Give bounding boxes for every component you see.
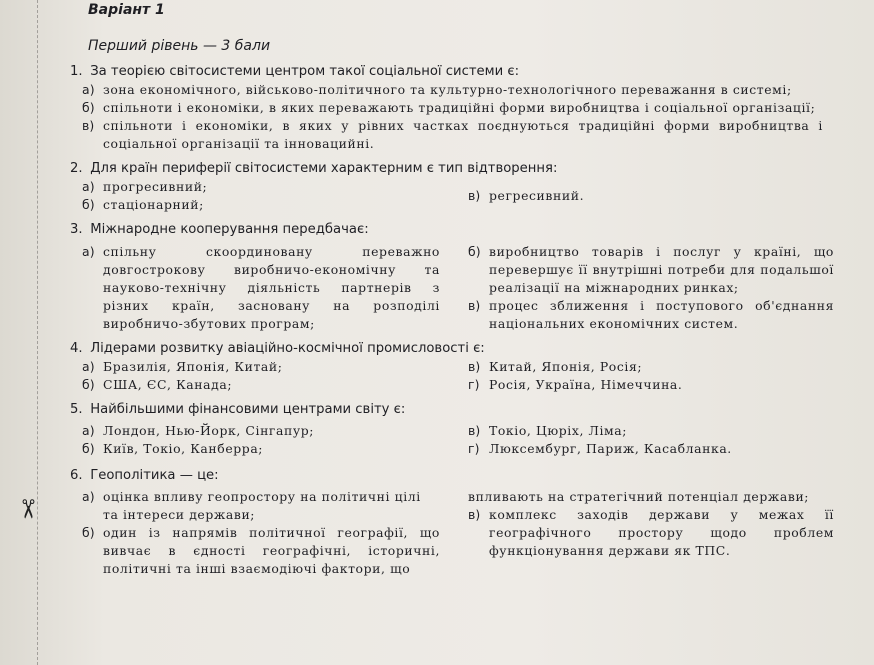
option-text: Бразилія, Японія, Китай; — [103, 359, 283, 374]
option-text: стаціонарний; — [103, 197, 204, 212]
option-text: Токіо, Цюріх, Ліма; — [489, 423, 628, 438]
options-right-column — [456, 488, 834, 578]
answer-option — [456, 440, 834, 458]
answer-option — [64, 81, 834, 99]
variant-heading: Варіант 1 — [88, 2, 165, 18]
option-letter: б) — [468, 244, 481, 259]
option-letter: б) — [82, 100, 95, 115]
scissors-icon: ✂ — [11, 498, 42, 520]
question-text: Міжнародне кооперування передбачає: — [90, 222, 369, 237]
option-text: Лондон, Нью-Йорк, Сінгапур; — [103, 423, 315, 438]
option-text: процес зближення і поступового об'єднання національних економічних систем. — [489, 298, 834, 331]
option-text: Київ, Токіо, Канберра; — [103, 441, 264, 456]
answer-option — [64, 196, 456, 214]
options-left-column — [64, 358, 456, 394]
options-right-column — [456, 243, 834, 333]
option-letter: в) — [468, 507, 481, 522]
option-letter: а) — [82, 359, 95, 374]
options-left-column — [64, 243, 456, 333]
option-text: Люксембург, Париж, Касабланка. — [489, 441, 732, 456]
question-text: Геополітика — це: — [90, 468, 219, 483]
answer-option — [456, 297, 834, 333]
option-letter: в) — [468, 188, 481, 203]
question-number: 6. — [70, 468, 83, 483]
question-title — [64, 466, 834, 485]
option-letter: б) — [82, 525, 95, 540]
option-letter: г) — [468, 441, 480, 456]
question-title — [64, 400, 834, 419]
question-title — [64, 159, 834, 178]
option-letter: а) — [82, 489, 95, 504]
option-letter: б) — [82, 377, 95, 392]
question-text: Для країн периферії світосистеми характерним є тип відтворення: — [90, 161, 558, 176]
option-text: Росія, Україна, Німеччина. — [489, 377, 683, 392]
question-number: 4. — [70, 341, 83, 356]
question-5 — [64, 400, 834, 458]
question-1 — [64, 62, 834, 153]
answer-option — [456, 358, 834, 376]
option-letter: б) — [82, 197, 95, 212]
option-text: комплекс заходів держави у межах її географічного простору щодо проблем функціонування держави як ТПС. — [489, 507, 834, 558]
question-number: 5. — [70, 402, 83, 417]
answer-option — [456, 376, 834, 394]
option-text: спільноти і економіки, в яких переважають традиційні форми виробництва і соціальної організації; — [103, 100, 816, 115]
option-text: Китай, Японія, Росія; — [489, 359, 643, 374]
options-right-column — [456, 422, 834, 458]
question-title — [64, 62, 834, 81]
cut-line — [37, 0, 38, 665]
option-text: впливають на стратегічний потенціал держави; — [468, 489, 810, 504]
answer-option-continuation — [456, 488, 834, 506]
answer-option — [64, 524, 456, 578]
option-letter: в) — [82, 118, 95, 133]
options-grid — [64, 243, 834, 333]
answer-option — [64, 422, 456, 440]
answer-option — [64, 440, 456, 458]
answer-option — [456, 506, 834, 560]
option-text: регресивний. — [489, 188, 585, 203]
option-text: один із напрямів політичної географії, що вивчає в єдності географічні, історичні, політичні та інші взаємодіючі фактори, що — [103, 525, 440, 576]
questions-list — [64, 62, 834, 582]
option-text: США, ЄС, Канада; — [103, 377, 233, 392]
option-text: зона економічного, військово-політичного та культурно-технологічного переважання в системі; — [103, 82, 792, 97]
answer-option — [64, 117, 834, 153]
question-4 — [64, 339, 834, 394]
options-left-column — [64, 422, 456, 458]
options-grid — [64, 422, 834, 458]
answer-option — [64, 358, 456, 376]
option-text: спільноти і економіки, в яких у рівних частках поєднуються традиційні форми виробництва і соціальної організації та інновацийні. — [103, 118, 823, 151]
question-number: 2. — [70, 161, 83, 176]
options-right-column — [456, 358, 834, 394]
question-title — [64, 220, 834, 239]
question-text: Лідерами розвитку авіаційно-космічної промисловості є: — [90, 341, 485, 356]
answer-option — [456, 187, 834, 205]
question-text: За теорією світосистеми центром такої соціальної системи є: — [90, 64, 520, 79]
question-number: 3. — [70, 222, 83, 237]
question-title — [64, 339, 834, 358]
option-text: прогресивний; — [103, 179, 208, 194]
options-grid — [64, 178, 834, 214]
option-letter: б) — [82, 441, 95, 456]
options-right-column — [456, 178, 834, 214]
question-6 — [64, 466, 834, 578]
option-letter: а) — [82, 244, 95, 259]
options-left-column — [64, 488, 456, 578]
option-letter: г) — [468, 377, 480, 392]
question-3 — [64, 220, 834, 333]
option-letter: а) — [82, 82, 95, 97]
answer-option — [64, 178, 456, 196]
answer-option — [64, 243, 456, 333]
question-2 — [64, 159, 834, 214]
option-letter: в) — [468, 359, 481, 374]
option-letter: в) — [468, 298, 481, 313]
options-grid — [64, 488, 834, 578]
answer-option — [456, 422, 834, 440]
question-number: 1. — [70, 64, 83, 79]
option-letter: в) — [468, 423, 481, 438]
option-letter: а) — [82, 423, 95, 438]
option-text: спільну скоординовану переважно довгострокову виробничо-економічну та науково-технічну діяльність партнерів з різних країн, засновану на розподілі виробничо-збутових програм; — [103, 244, 440, 331]
level-heading: Перший рівень — 3 бали — [88, 38, 271, 54]
answer-option — [456, 243, 834, 297]
answer-option — [64, 376, 456, 394]
answer-option — [64, 99, 834, 117]
option-letter: а) — [82, 179, 95, 194]
answer-option — [64, 488, 456, 524]
question-text: Найбільшими фінансовими центрами світу є: — [90, 402, 406, 417]
option-text: оцінка впливу геопростору на політичні цілі та інтереси держави; — [103, 489, 421, 522]
options-grid — [64, 358, 834, 394]
options-left-column — [64, 178, 456, 214]
option-text: виробництво товарів і послуг у країні, що перевершує її внутрішні потреби для подальшої реалізації на міжнародних ринках; — [489, 244, 834, 295]
